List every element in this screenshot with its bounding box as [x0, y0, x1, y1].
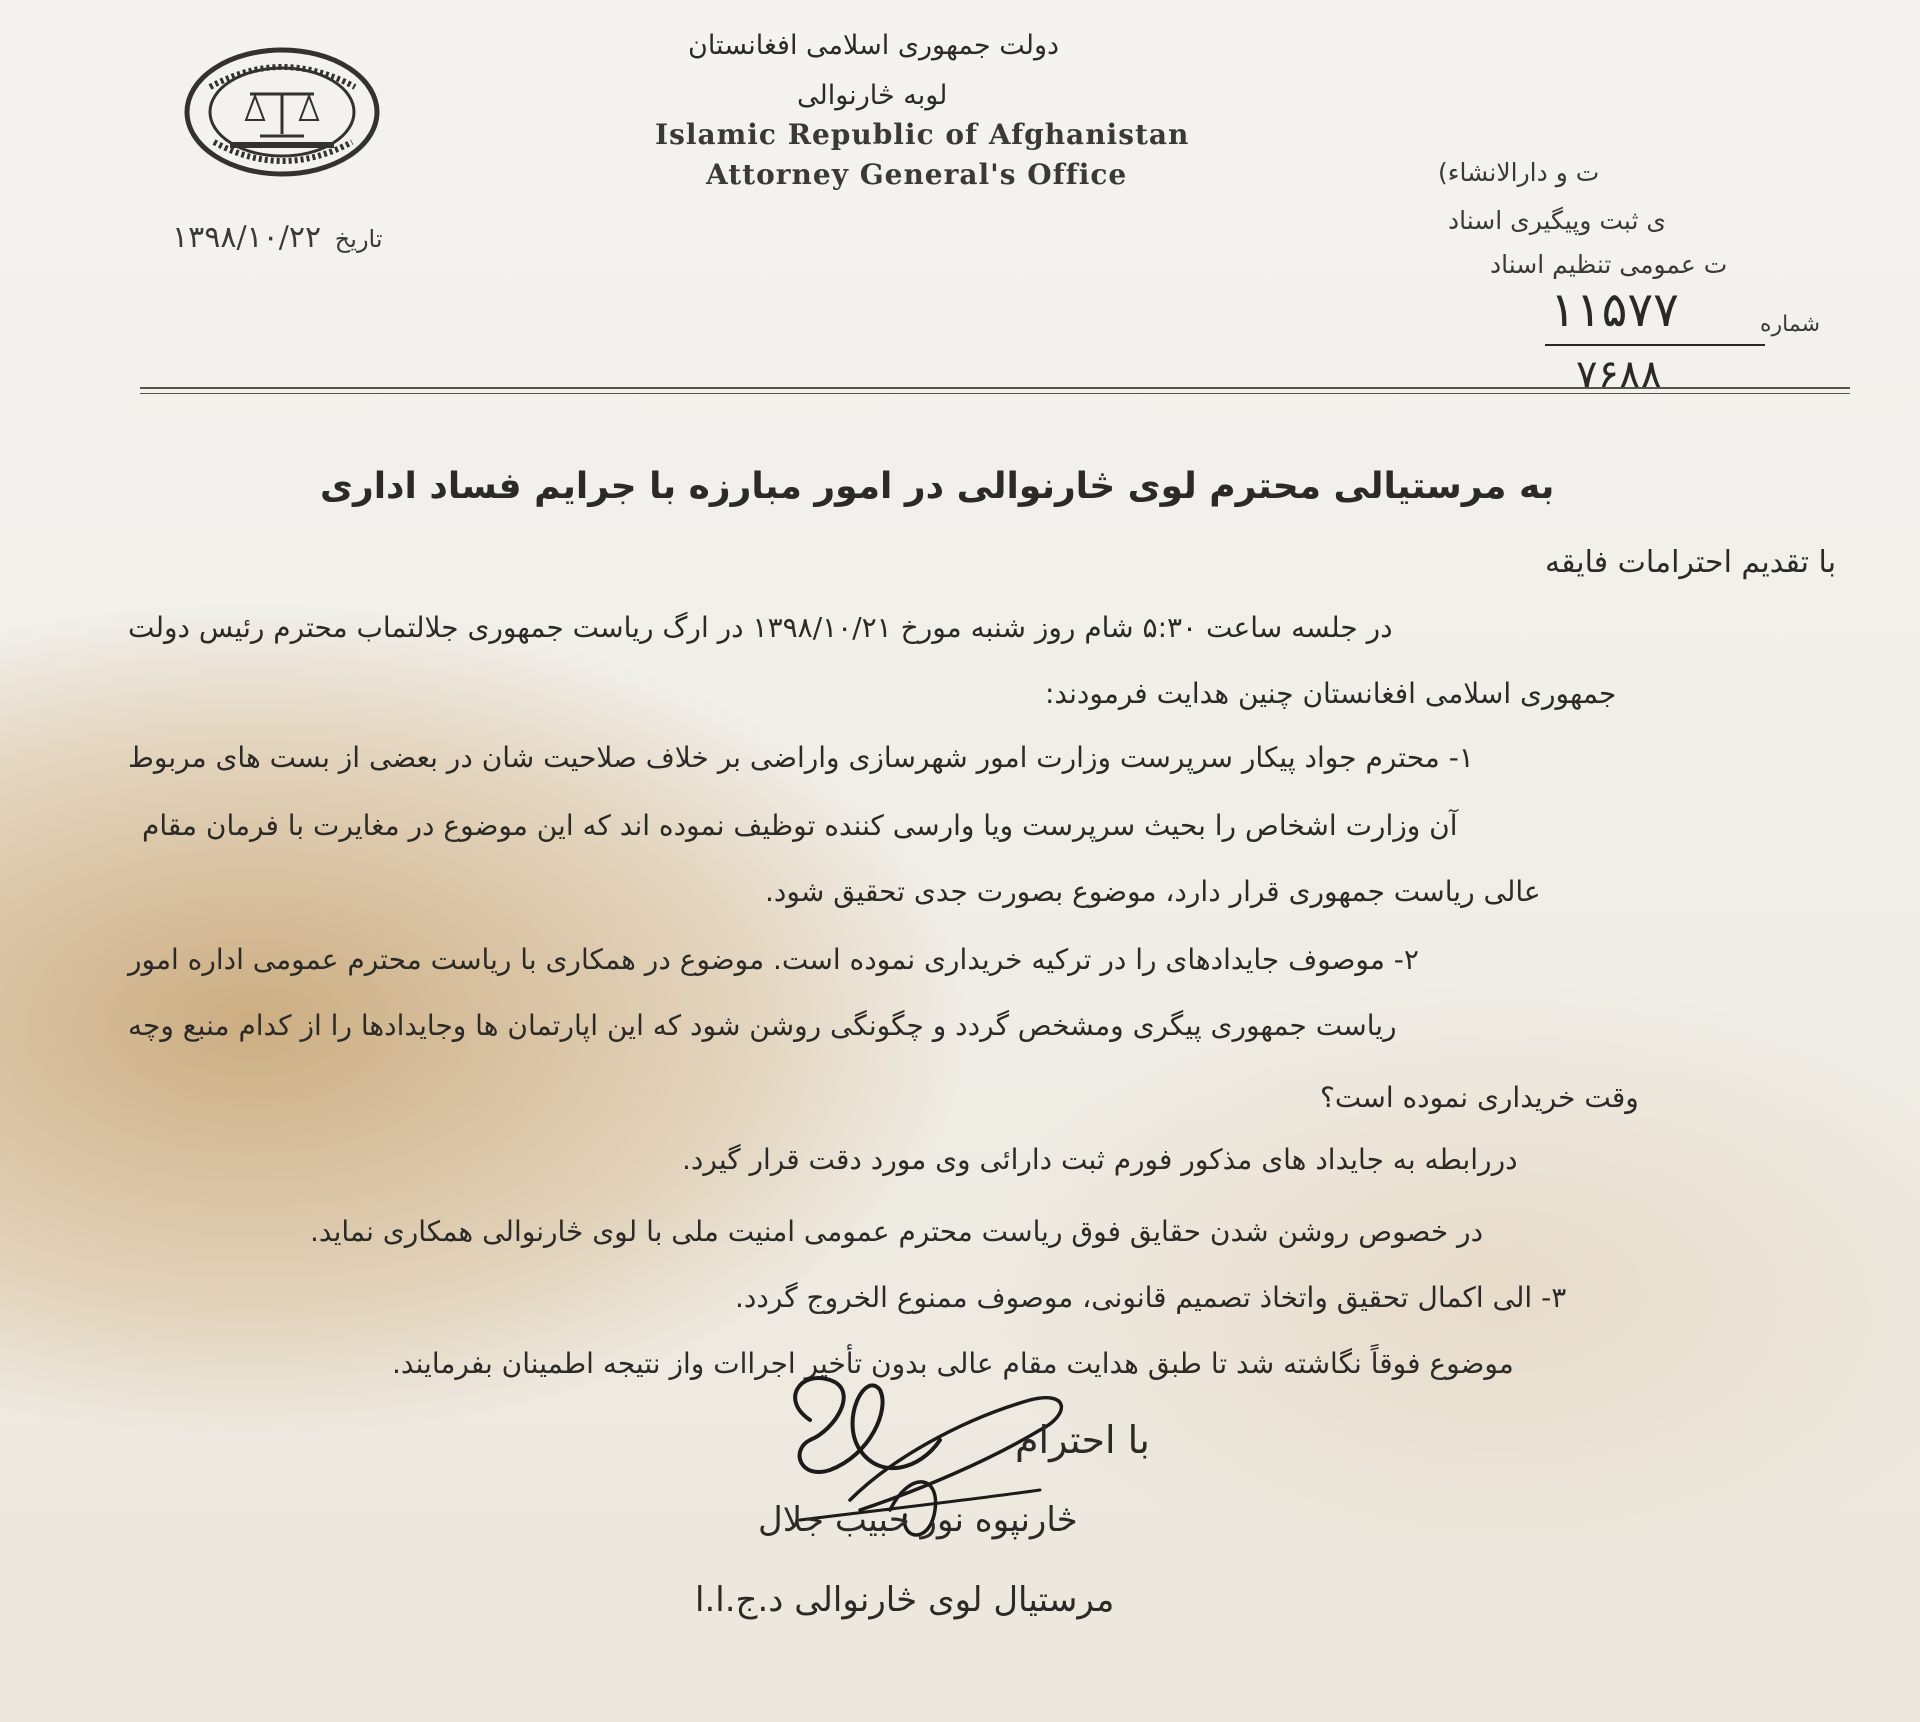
greeting: با تقدیم احترامات فایقه — [1545, 545, 1837, 580]
signature-respect: با احترام — [1015, 1418, 1150, 1462]
registration-number-2: ۷۶۸۸ — [1576, 352, 1662, 398]
office-seal-icon — [180, 42, 385, 182]
number-underline — [1545, 344, 1765, 346]
header-country-en: Islamic Republic of Afghanistan — [655, 118, 1190, 151]
asset-form-line: دررابطه به جایداد های مذکور فورم ثبت دارائی وی مورد دقت قرار گیرد. — [682, 1143, 1518, 1176]
item2-line-3: وقت خریداری نموده است؟ — [1320, 1081, 1639, 1114]
closing-line: موضوع فوقاً نگاشته شد تا طبق هدایت مقام عالی بدون تأخیر اجراات واز نتیجه اطمینان بفرمایند. — [392, 1347, 1514, 1380]
item3-line: ۳- الی اکمال تحقیق واتخاذ تصمیم قانونی، موصوف ممنوع الخروج گردد. — [735, 1281, 1567, 1314]
signatory-name: څارنپوه نور حبیب جلال — [758, 1500, 1078, 1540]
registry-line-3: ت عمومی تنظیم اسناد — [1490, 250, 1728, 279]
header-office-en: Attorney General's Office — [706, 158, 1128, 191]
item2-line-2: ریاست جمهوری پیگری ومشخص گردد و چگونگی روشن شود که این اپارتمان ها وجایدادها را از کدام منبع وچه — [128, 1009, 1397, 1042]
signatory-title: مرستیال لوی څارنوالی د.ج.ا.ا — [695, 1580, 1115, 1620]
date-value: ۱۳۹۸/۱۰/۲۲ — [172, 220, 322, 255]
number-label: شماره — [1760, 312, 1821, 337]
header-country-fa: دولت جمهوری اسلامی افغانستان — [688, 30, 1060, 61]
subject-line: به مرستیالی محترم لوی څارنوالی در امور مبارزه با جرایم فساد اداری — [320, 466, 1555, 507]
registry-line-1: ت و دارالانشاء) — [1438, 158, 1600, 187]
intro-line-1: در جلسه ساعت ۵:۳۰ شام روز شنبه مورخ ۱۳۹۸/۱۰/۲۱ در ارگ ریاست جمهوری جلالتماب محترم رئیس دولت — [128, 611, 1393, 644]
registration-number: ۱۱۵۷۷ — [1550, 282, 1679, 338]
item1-line-3: عالی ریاست جمهوری قرار دارد، موضوع بصورت جدی تحقیق شود. — [765, 875, 1541, 908]
security-cooperation-line: در خصوص روشن شدن حقایق فوق ریاست محترم عمومی امنیت ملی با لوی څارنوالی همکاری نماید. — [310, 1215, 1484, 1248]
header-separator-thin — [140, 393, 1850, 394]
header-separator — [140, 387, 1850, 389]
item1-line-1: ۱- محترم جواد پیکار سرپرست وزارت امور شهرسازی واراضی بر خلاف صلاحیت شان در بعضی از بست های مربوط — [128, 741, 1474, 774]
intro-line-2: جمهوری اسلامی افغانستان چنین هدایت فرمودند: — [1045, 677, 1617, 710]
item1-line-2: آن وزارت اشخاص را بحیث سرپرست ویا وارسی کننده توظیف نموده اند که این موضوع در مغایرت با فرمان مقام — [142, 809, 1458, 842]
handwritten-signature-icon — [740, 1360, 1160, 1590]
registry-line-2: ی ثبت وپیگیری اسناد — [1448, 206, 1666, 235]
date-label: تاریخ — [334, 225, 383, 253]
item2-line-1: ۲- موصوف جایدادهای را در ترکیه خریداری نموده است. موضوع در همکاری با ریاست محترم عمومی اداره امور — [128, 943, 1419, 976]
header-office-fa: لوبه څارنوالی — [797, 80, 948, 111]
document-date — [172, 220, 383, 255]
